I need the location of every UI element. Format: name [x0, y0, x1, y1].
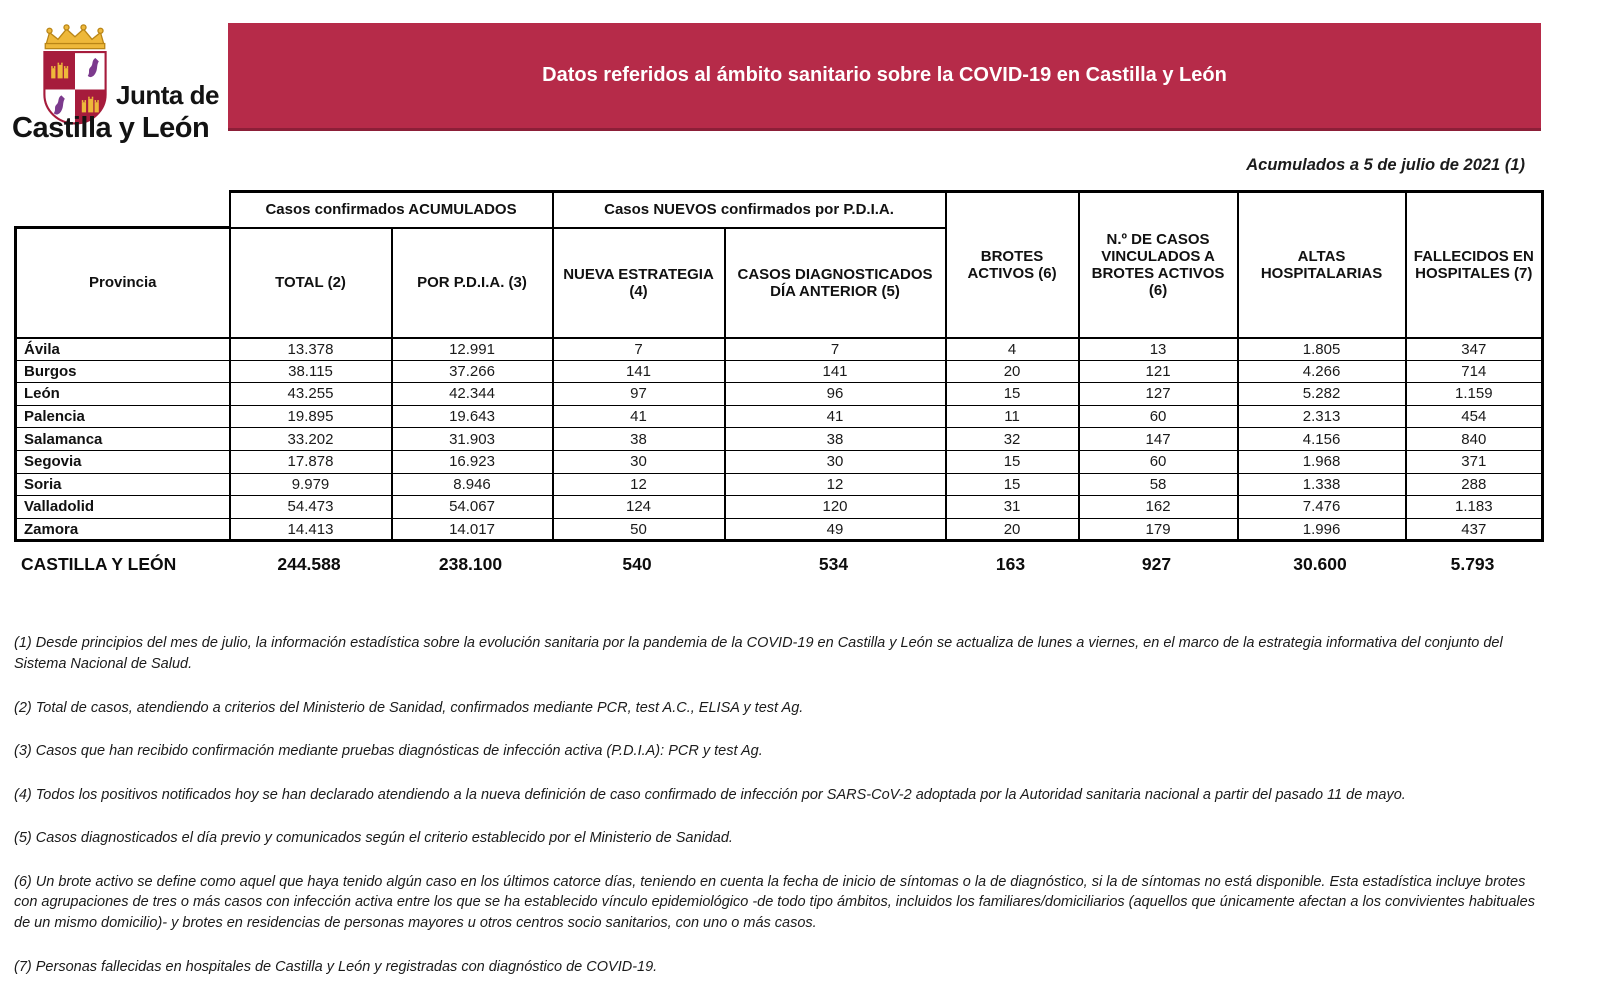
value-cell: 454 — [1406, 405, 1543, 428]
value-cell: 840 — [1406, 428, 1543, 451]
value-cell: 43.255 — [230, 383, 392, 406]
banner — [228, 23, 1541, 131]
value-cell: 2.313 — [1238, 405, 1406, 428]
col-header-casos-vinculados: N.º DE CASOS VINCULADOS A BROTES ACTIVOS (6) — [1079, 192, 1238, 338]
value-cell: 9.979 — [230, 473, 392, 496]
province-cell: Valladolid — [16, 496, 230, 519]
value-cell: 13 — [1079, 338, 1238, 361]
value-cell: 38 — [553, 428, 725, 451]
value-cell: 1.338 — [1238, 473, 1406, 496]
banner-title: Datos referidos al ámbito sanitario sobre la COVID-19 en Castilla y León — [542, 64, 1227, 86]
footnote-4: (4) Todos los positivos notificados hoy se han declarado atendiendo a la nueva definición de caso confirmado de infección por SARS-CoV-2 adoptada por la Autoridad sanitaria nacional a partir del pasado 11 de mayo. — [14, 786, 1406, 803]
value-cell: 11 — [946, 405, 1079, 428]
value-cell: 38.115 — [230, 360, 392, 383]
value-cell: 58 — [1079, 473, 1238, 496]
value-cell: 16.923 — [392, 450, 553, 473]
table-row — [16, 450, 1543, 473]
col-header-por-pdia: POR P.D.I.A. (3) — [392, 228, 553, 338]
value-cell: 1.996 — [1238, 518, 1406, 541]
value-cell: 30 — [725, 450, 946, 473]
table-row — [16, 405, 1543, 428]
footnote-7: (7) Personas fallecidas en hospitales de Castilla y León y registradas con diagnóstico de COVID-19. — [14, 958, 658, 975]
value-cell: 7 — [553, 338, 725, 361]
value-cell: 49 — [725, 518, 946, 541]
value-cell: 17.878 — [230, 450, 392, 473]
footnote-2: (2) Total de casos, atendiendo a criterios del Ministerio de Sanidad, confirmados mediante PCR, test A.C., ELISA y test Ag. — [14, 699, 804, 716]
province-cell: Palencia — [16, 405, 230, 428]
value-cell: 14.017 — [392, 518, 553, 541]
value-cell: 121 — [1079, 360, 1238, 383]
value-cell: 4 — [946, 338, 1079, 361]
value-cell: 141 — [725, 360, 946, 383]
value-cell: 13.378 — [230, 338, 392, 361]
value-cell: 20 — [946, 518, 1079, 541]
province-cell: Segovia — [16, 450, 230, 473]
coat-of-arms-icon — [32, 24, 118, 126]
province-cell: León — [16, 383, 230, 406]
value-cell: 54.067 — [392, 496, 553, 519]
value-cell: 37.266 — [392, 360, 553, 383]
value-cell: 15 — [946, 450, 1079, 473]
value-cell: 5.282 — [1238, 383, 1406, 406]
value-cell: 7 — [725, 338, 946, 361]
value-cell: 288 — [1406, 473, 1543, 496]
value-cell: 20 — [946, 360, 1079, 383]
province-cell: Zamora — [16, 518, 230, 541]
col-header-provincia: Provincia — [16, 228, 230, 338]
value-cell: 15 — [946, 383, 1079, 406]
value-cell: 60 — [1079, 450, 1238, 473]
value-cell: 124 — [553, 496, 725, 519]
footnote-1: (1) Desde principios del mes de julio, la información estadística sobre la evolución sanitaria por la pandemia de la COVID-19 en Castilla y León se actualiza de lunes a viernes, en el marco de la estrategia informativa del conjunto del Sistema Nacional de Salud. — [14, 635, 1503, 672]
value-cell: 15 — [946, 473, 1079, 496]
value-cell: 120 — [725, 496, 946, 519]
table-row — [16, 473, 1543, 496]
value-cell: 19.895 — [230, 405, 392, 428]
footnotes-section — [14, 633, 1541, 977]
table-row — [16, 518, 1543, 541]
value-cell: 1.183 — [1406, 496, 1543, 519]
value-cell: 12 — [553, 473, 725, 496]
value-cell: 96 — [725, 383, 946, 406]
totals-value: 238.100 — [438, 554, 503, 575]
value-cell: 4.266 — [1238, 360, 1406, 383]
province-cell: Salamanca — [16, 428, 230, 451]
totals-value: 244.588 — [277, 554, 341, 575]
value-cell: 371 — [1406, 450, 1543, 473]
value-cell: 1.159 — [1406, 383, 1543, 406]
page-header — [14, 0, 1541, 150]
value-cell: 162 — [1079, 496, 1238, 519]
junta-logo — [10, 22, 240, 144]
col-header-altas: ALTAS HOSPITALARIAS — [1238, 192, 1406, 338]
covid-data-table — [14, 190, 1544, 542]
value-cell: 179 — [1079, 518, 1238, 541]
table-row — [16, 496, 1543, 519]
logo-text-line2: Castilla y León — [12, 112, 210, 144]
value-cell: 147 — [1079, 428, 1238, 451]
value-cell: 32 — [946, 428, 1079, 451]
table-row — [16, 383, 1543, 406]
value-cell: 97 — [553, 383, 725, 406]
totals-value: 927 — [1141, 554, 1172, 575]
value-cell: 42.344 — [392, 383, 553, 406]
header-placeholder — [16, 192, 230, 228]
value-cell: 1.805 — [1238, 338, 1406, 361]
value-cell: 38 — [725, 428, 946, 451]
totals-value: 540 — [622, 554, 652, 575]
value-cell: 7.476 — [1238, 496, 1406, 519]
totals-value: 534 — [818, 554, 849, 575]
province-cell: Burgos — [16, 360, 230, 383]
value-cell: 31.903 — [392, 428, 553, 451]
totals-value: 30.600 — [1293, 554, 1347, 575]
value-cell: 127 — [1079, 383, 1238, 406]
col-header-total: TOTAL (2) — [230, 228, 392, 338]
col-header-nueva-estrategia: NUEVA ESTRATEGIA (4) — [553, 228, 725, 338]
value-cell: 8.946 — [392, 473, 553, 496]
footnote-3: (3) Casos que han recibido confirmación mediante pruebas diagnósticas de infección activa (P.D.I.A): PCR y test Ag. — [14, 743, 763, 760]
value-cell: 54.473 — [230, 496, 392, 519]
value-cell: 33.202 — [230, 428, 392, 451]
table-row — [16, 338, 1543, 361]
province-cell: Ávila — [16, 338, 230, 361]
value-cell: 141 — [553, 360, 725, 383]
totals-value: 5.793 — [1450, 554, 1495, 575]
footnote-5: (5) Casos diagnosticados el día previo y comunicados según el criterio establecido por el Ministerio de Sanidad. — [14, 830, 733, 847]
totals-row — [14, 548, 1541, 577]
footnote-6: (6) Un brote activo se define como aquel que haya tenido algún caso en los últimos catorce días, teniendo en cuenta la fecha de inicio de síntomas o la de diagnóstico, si la de síntomas no está disponible. Esta estadística incluye brotes con agrupaciones de tres o más casos con infección activa entre los que se ha establecido vínculo epidemiológico -de todo tipo ámbitos, incluidos los familiares/domiciliarios (aquellos que únicamente afectan a los convivientes habituales de un mismo domicilio)- y brotes en residencias de personas mayores u otros centros socio sanitarios, con uno o más casos. — [14, 873, 1535, 931]
value-cell: 12 — [725, 473, 946, 496]
totals-value: 163 — [995, 554, 1026, 575]
value-cell: 714 — [1406, 360, 1543, 383]
page-container — [14, 0, 1541, 1000]
value-cell: 31 — [946, 496, 1079, 519]
col-header-diag-dia-anterior: CASOS DIAGNOSTICADOS DÍA ANTERIOR (5) — [725, 228, 946, 338]
table-body — [16, 338, 1543, 541]
date-note: Acumulados a 5 de julio de 2021 (1) — [1246, 156, 1525, 174]
col-header-brotes-activos: BROTES ACTIVOS (6) — [946, 192, 1079, 338]
value-cell: 4.156 — [1238, 428, 1406, 451]
value-cell: 1.968 — [1238, 450, 1406, 473]
value-cell: 50 — [553, 518, 725, 541]
value-cell: 19.643 — [392, 405, 553, 428]
logo-text-line1: Junta de — [116, 80, 219, 110]
group-header-accumulated: Casos confirmados ACUMULADOS — [230, 192, 553, 228]
table-row — [16, 428, 1543, 451]
value-cell: 14.413 — [230, 518, 392, 541]
group-header-row — [16, 192, 1543, 228]
value-cell: 30 — [553, 450, 725, 473]
value-cell: 12.991 — [392, 338, 553, 361]
province-cell: Soria — [16, 473, 230, 496]
col-header-fallecidos: FALLECIDOS EN HOSPITALES (7) — [1406, 192, 1543, 338]
value-cell: 41 — [553, 405, 725, 428]
value-cell: 60 — [1079, 405, 1238, 428]
totals-label: CASTILLA Y LEÓN — [21, 554, 177, 575]
group-header-new-cases: Casos NUEVOS confirmados por P.D.I.A. — [553, 192, 946, 228]
value-cell: 437 — [1406, 518, 1543, 541]
table-row — [16, 360, 1543, 383]
value-cell: 41 — [725, 405, 946, 428]
value-cell: 347 — [1406, 338, 1543, 361]
